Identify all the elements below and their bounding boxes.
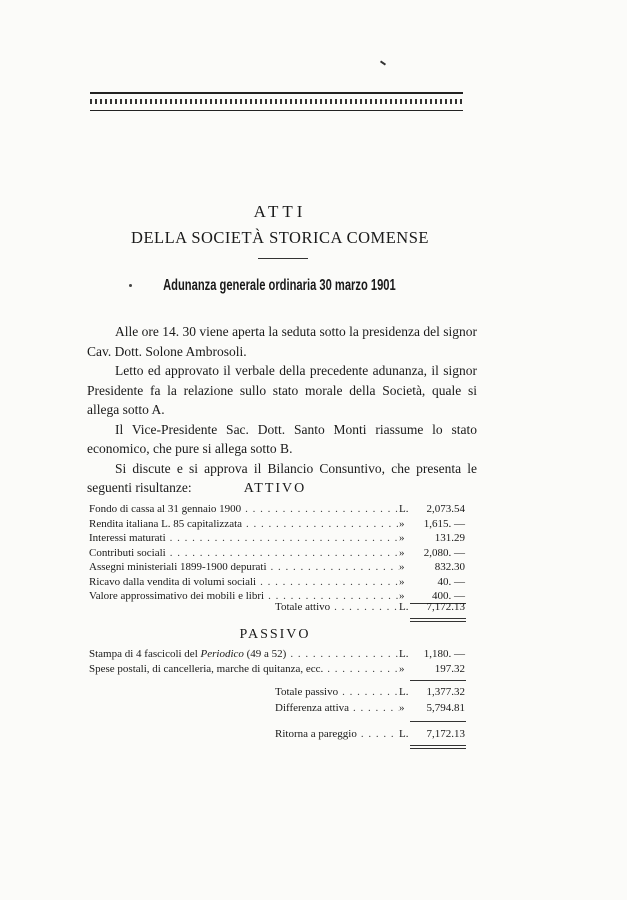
- row-amount: 131.29: [434, 532, 465, 544]
- table-row: Contributi sociali . . . » 2,080. —: [89, 546, 465, 561]
- table-row: Ricavo dalla vendita di volumi sociali . . . » 40. —: [89, 575, 465, 590]
- row-desc: Stampa di 4 fascicoli del Periodico (49 a 52): [89, 648, 287, 660]
- passivo-totals: Totale passivo . . . L. 1,377.32 Differenza attiva . . . » 5,794.81: [275, 684, 465, 716]
- row-desc: Contributi sociali: [89, 546, 166, 559]
- table-row: Rendita italiana L. 85 capitalizzata . . . » 1,615. —: [89, 517, 465, 532]
- attivo-table: [89, 502, 465, 604]
- title-divider: [258, 258, 308, 259]
- sum-rule: [410, 721, 466, 722]
- table-row: Fondo di cassa al 31 gennaio 1900 . . . L. 2,073.54: [89, 502, 465, 517]
- attivo-total: Totale attivo . . . L. 7,172.13: [275, 599, 465, 615]
- table-row: Assegni ministeriali 1899-1900 depurati . . . » 832.30: [89, 560, 465, 575]
- row-desc: Interessi maturati: [89, 532, 166, 544]
- row-desc: Assegni ministeriali 1899-1900 depurati: [89, 561, 267, 573]
- passivo-heading: PASSIVO: [239, 627, 311, 642]
- table-row: Spese postali, di cancelleria, marche di quitanza, ecc. . . . » 197.32: [89, 662, 465, 677]
- row-desc: Ricavo dalla vendita di volumi sociali: [89, 575, 257, 588]
- table-row: Interessi maturati . . . » 131.29: [89, 531, 465, 546]
- double-rule-bottom: [410, 621, 466, 622]
- row-desc: Rendita italiana L. 85 capitalizzata: [89, 517, 243, 530]
- header-ornament-rule: [90, 92, 463, 111]
- row-amount: 2,080. —: [423, 546, 465, 559]
- passivo-table: [89, 647, 465, 676]
- row-amount: 832.30: [434, 561, 465, 573]
- row-desc: Spese postali, di cancelleria, marche di quitanza, ecc.: [89, 662, 324, 675]
- double-rule-top: [410, 618, 466, 619]
- attivo-heading: ATTIVO: [243, 481, 307, 496]
- paragraph-3: Il Vice-Presidente Sac. Dott. Santo Monti riassume lo stato economico, che pure si allega sotto B.: [87, 421, 477, 456]
- sum-rule: [410, 680, 466, 681]
- row-amount: 40. —: [437, 575, 465, 588]
- paragraph-2: Letto ed approvato il verbale della precedente adunanza, il signor Presidente fa la relazione sullo stato morale della Società, quale si allega sotto A.: [87, 363, 477, 417]
- minutes-text: [87, 322, 477, 498]
- double-rule-bottom: [410, 748, 466, 749]
- page-title: ATTI: [253, 202, 307, 221]
- paragraph-1: Alle ore 14. 30 viene aperta la seduta sotto la presidenza del signor Cav. Dott. Solone Ambrosoli.: [87, 324, 477, 359]
- row-amount: 197.32: [434, 662, 465, 675]
- row-amount: 400. —: [432, 590, 465, 602]
- row-amount: 1,615. —: [423, 517, 465, 530]
- paragraph-4: Si discute e si approva il Bilancio Consuntivo, che presenta le seguenti risultanze:: [87, 460, 477, 495]
- row-amount: 2,073.54: [426, 503, 465, 515]
- row-desc: Fondo di cassa al 31 gennaio 1900: [89, 503, 242, 515]
- meeting-heading: Adunanza generale ordinaria 30 marzo 1901: [163, 277, 396, 294]
- double-rule-top: [410, 745, 466, 746]
- page-subtitle: DELLA SOCIETÀ STORICA COMENSE: [131, 228, 429, 247]
- table-row: Valore approssimativo dei mobili e libri . . . » 400. —: [89, 589, 465, 604]
- row-desc: Valore approssimativo dei mobili e libri: [89, 590, 265, 602]
- print-mark: [380, 60, 386, 65]
- row-amount: 1,180. —: [423, 648, 465, 660]
- balance-total: Ritorna a pareggio . . . L. 7,172.13: [275, 726, 465, 742]
- table-row: Stampa di 4 fascicoli del Periodico (49 a 52) . . . L. 1,180. —: [89, 647, 465, 662]
